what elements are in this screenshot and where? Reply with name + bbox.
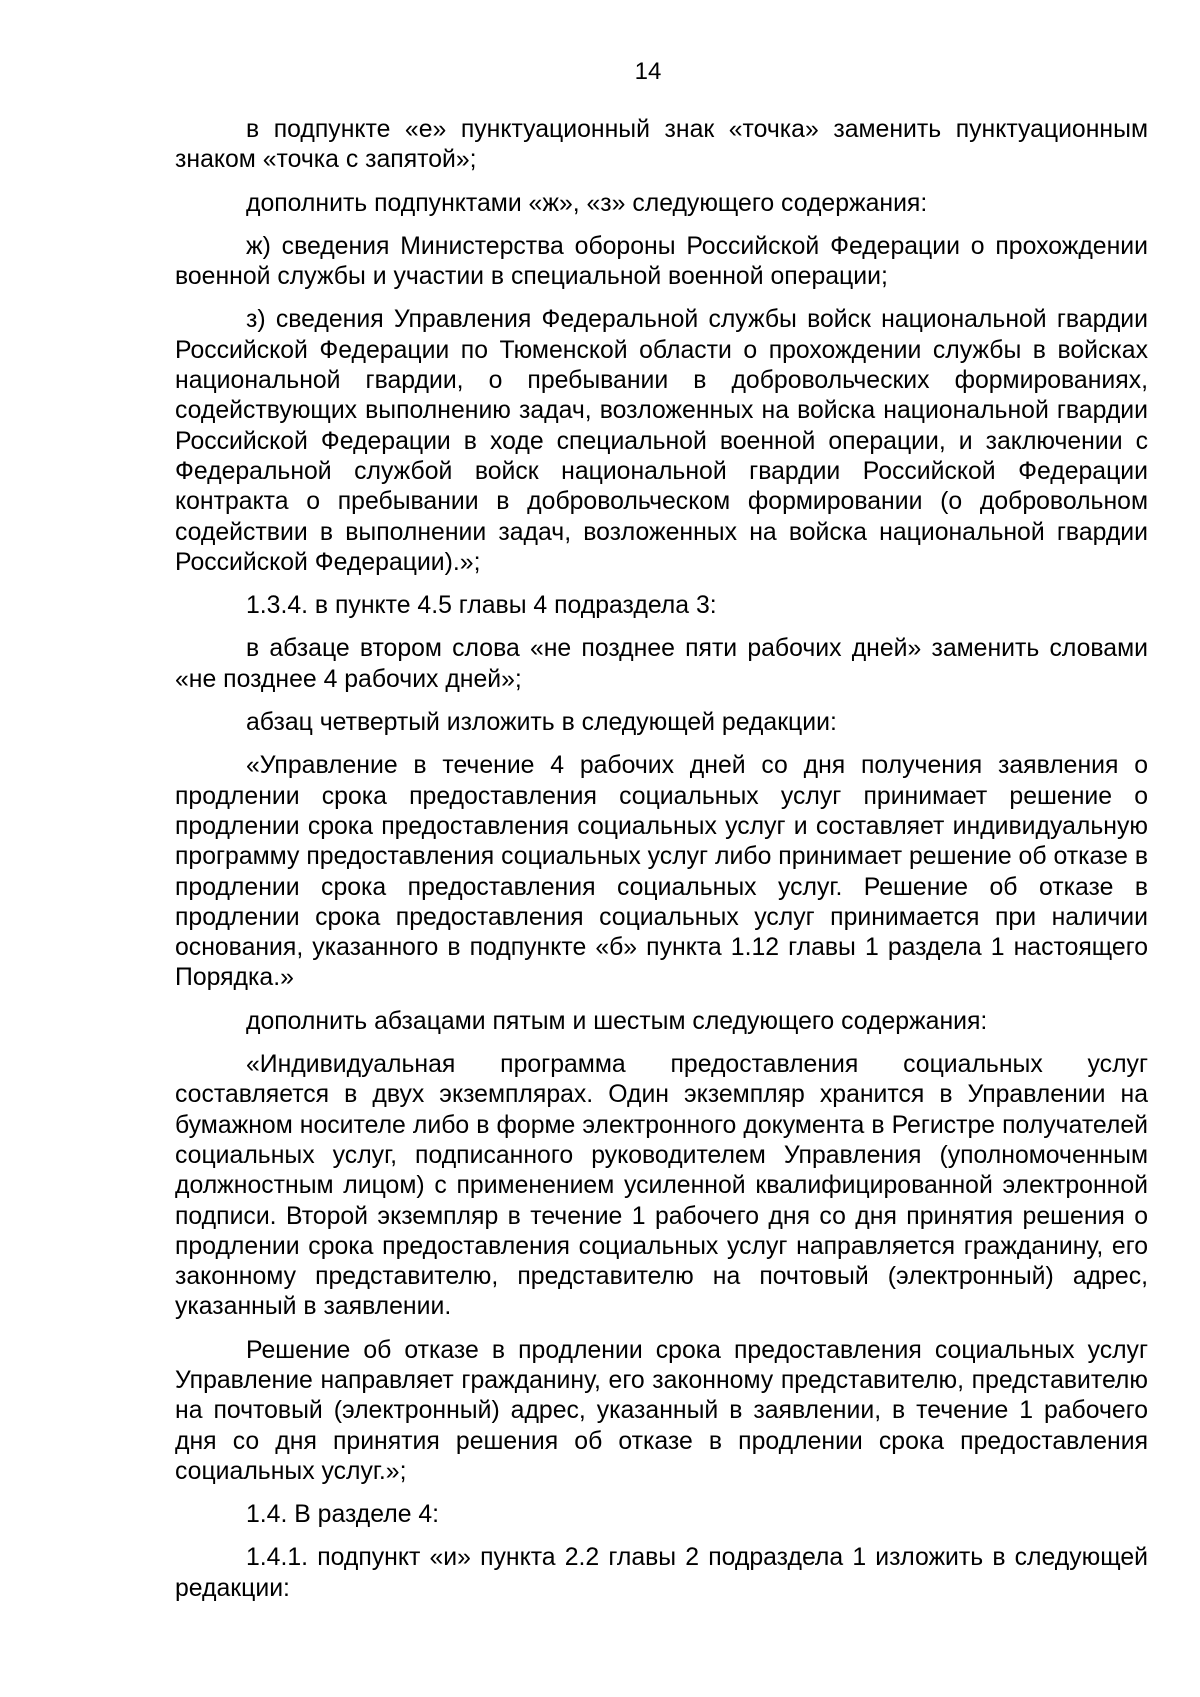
paragraph-item-1-3-4: 1.3.4. в пункте 4.5 главы 4 подраздела 3: [246,592,717,620]
paragraph-second-abzats: в абзаце втором слова «не позднее пяти рабочих дней» заменить словами «не позднее 4 рабочих дней»; [175,635,1148,693]
paragraph-add-subpoints: дополнить подпунктами «ж», «з» следующего содержания: [246,189,928,217]
paragraph-item-1-4: 1.4. В разделе 4: [246,1501,440,1529]
paragraph-subpoint-e: в подпункте «е» пунктуационный знак «точка» заменить пунктуационным знаком «точка с запятой»; [175,116,1148,174]
paragraph-fourth-abzats: абзац четвертый изложить в следующей редакции: [246,709,837,737]
page-number: 14 [634,58,662,85]
paragraph-subpoint-zh: ж) сведения Министерства обороны Российской Федерации о прохождении военной службы и участии в специальной военной операции; [175,232,1148,291]
paragraph-quote-program: «Индивидуальная программа предоставления социальных услуг составляется в двух экземплярах. Один экземпляр хранится в Управлении на бумажном носителе либо в форме электронного документа в Регистре получателей социальных услуг, подписанного руководителем Управления (уполномоченным должностным лицом) с применением усиленной квалифицированной электронной подписи. Второй экземпляр в течение 1 рабочего дня со дня принятия решения о продлении срока предоставления социальных услуг направляется гражданину, его законному представителю, представителю на почтовый (электронный) адрес, указанный в заявлении. [175,1051,1148,1321]
paragraph-refusal-decision: Решение об отказе в продлении срока предоставления социальных услуг Управление направляет гражданину, его законному представителю, представителю на почтовый (электронный) адрес, указанный в заявлении, в течение 1 рабочего дня со дня принятия решения об отказе в продлении срока предоставления социальных услуг.»; [175,1336,1148,1485]
paragraph-subpoint-z: з) сведения Управления Федеральной службы войск национальной гвардии Российской Федерации по Тюменской области о прохождении службы в войсках национальной гвардии, о пребывании в добровольческих формированиях, содействующих выполнению задач, возложенных на войска национальной гвардии Российской Федерации в ходе специальной военной операции, и заключении с Федеральной службой войск национальной гвардии Российской Федерации контракта о пребывании в добровольческом формировании (о добровольном содействии в выполнении задач, возложенных на войска национальной гвардии Российской Федерации).»; [175,306,1148,576]
paragraph-quote-upravlenie: «Управление в течение 4 рабочих дней со дня получения заявления о продлении срока предоставления социальных услуг принимает решение о продлении срока предоставления социальных услуг и составляет индивидуальную программу предоставления социальных услуг либо принимает решение об отказе в продлении срока предоставления социальных услуг. Решение об отказе в продлении срока предоставления социальных услуг принимается при наличии основания, указанного в подпункте «б» пункта 1.12 главы 1 раздела 1 настоящего Порядка.» [175,752,1148,992]
document-body [175,115,1148,1617]
paragraph-item-1-4-1: 1.4.1. подпункт «и» пункта 2.2 главы 2 подраздела 1 изложить в следующей редакции: [175,1544,1148,1602]
paragraph-add-fifth-sixth: дополнить абзацами пятым и шестым следующего содержания: [246,1007,988,1035]
